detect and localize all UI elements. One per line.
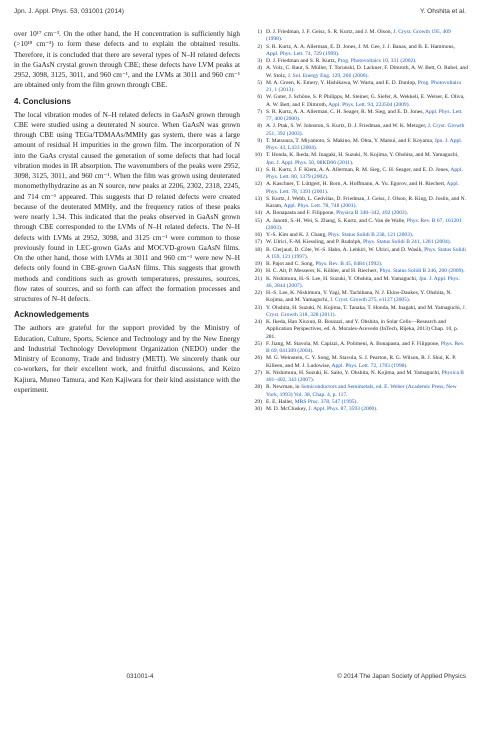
reference-authors: H.-S. Lee, K. Nishimura, Y. Yagi, M. Tachibana, N. J. Ekins-Daukes, Y. Ohshita, N. Kojima, and M. Yamaguchi,	[266, 290, 452, 304]
reference-item	[248, 319, 468, 341]
reference-link[interactable]: J. Appl. Phys. 87, 3593 (2000)	[308, 406, 377, 412]
reference-end: .	[351, 159, 354, 166]
reference-authors: D. J. Friedman, J. F. Geisz, S. R. Kurtz, and J. M. Olson,	[266, 29, 394, 35]
reference-number: 28)	[254, 384, 262, 391]
reference-number: 12)	[254, 181, 262, 188]
reference-authors: D. J. Friedman and S. R. Kurtz,	[266, 58, 338, 64]
reference-number: 29)	[254, 398, 262, 405]
reference-authors: T. Honda, K. Ikeda, M. Inagaki, H. Suzuki, N. Kojima, Y. Ohshita, and M. Yamaguchi,	[266, 152, 459, 159]
reference-link[interactable]: Appl. Phys. Lett. 74, 729 (1999)	[266, 50, 338, 57]
reference-end: .	[380, 261, 383, 267]
reference-end: .	[301, 130, 303, 137]
reference-number: 17)	[254, 239, 262, 246]
reference-authors: M. D. McCluskey,	[266, 406, 309, 412]
reference-link[interactable]: Prog. Photovoltaics 21, 1 (2013)	[266, 79, 462, 93]
reference-number: 27)	[254, 369, 262, 376]
reference-end: .	[280, 224, 283, 231]
reference-end: .	[355, 203, 357, 209]
reference-end: .	[315, 145, 318, 151]
reference-item	[248, 44, 468, 59]
reference-authors: B. Clerjaud, D. Côte, W.-S. Hahn, A. Lebkiri, W. Ulrici, and D. Wasik,	[266, 246, 425, 253]
reference-item	[248, 181, 468, 196]
reference-number: 19)	[254, 261, 262, 267]
reference-link[interactable]: Jpn. J. Appl. Phys. 46, 2844 (2007)	[266, 275, 460, 289]
reference-number: 4)	[257, 65, 262, 72]
reference-end: .	[301, 282, 303, 289]
reference-end: .	[356, 398, 358, 405]
acknowledgements-paragraph: The authors are grateful for the support provided by the Ministry of Education, Culture, Sports, Science and Technology and by the New Energy and Industrial Technology Development Organization (NEDO) under the Ministry of Economy, Trade and Industry (METI). We sincerely thank our co-workers, for their excellent work, and fruitful discussions, and Keizo Kajiura, Muneo Tamura, and Ken Kajiwara for their kind assistance with the experiment.	[14, 324, 240, 394]
reference-end: .	[406, 210, 408, 217]
reference-number: 26)	[254, 355, 262, 362]
reference-end: .	[367, 72, 369, 79]
reference-number: 9)	[257, 137, 262, 144]
reference-end: .	[463, 268, 465, 275]
reference-item	[248, 109, 468, 124]
reference-item	[248, 239, 468, 246]
copyright: © 2014 The Japan Society of Applied Physics	[337, 673, 466, 680]
references-column	[248, 29, 468, 413]
reference-item	[248, 399, 468, 406]
reference-end: .	[376, 406, 378, 412]
reference-link[interactable]: Phys. Rev. B 67, 161201 (2003)	[266, 217, 462, 231]
reference-item	[248, 341, 468, 356]
reference-number: 15)	[254, 217, 262, 224]
reference-link[interactable]: J. Cryst. Growth 251, 392 (2003)	[266, 123, 465, 137]
reference-number: 16)	[254, 232, 262, 238]
reference-link[interactable]: Phys. Status Solidi A 159, 121 (1997)	[266, 246, 466, 260]
reference-link[interactable]: Appl. Phys. Lett. 72, 1703 (1998)	[331, 362, 407, 369]
reference-item	[248, 218, 468, 233]
reference-link[interactable]: Physica B 340–342, 492 (2003)	[336, 210, 407, 217]
header-authors: Y. Ohshita et al.	[419, 8, 466, 15]
reference-end: .	[408, 297, 411, 304]
reference-link[interactable]: Prog. Photovoltaics 10, 331 (2002)	[337, 58, 416, 64]
reference-authors: F. Jiang, M. Stavola, M. Capizzi, A. Polimeni, A. Bonapasta, and F. Filippone,	[266, 340, 441, 347]
reference-number: 5)	[257, 79, 262, 86]
reference-item	[248, 167, 468, 182]
reference-number: 25)	[254, 340, 262, 347]
reference-authors: E. E. Haller,	[266, 398, 295, 405]
reference-authors: W. Ulrici, F.-M. Kiessling, and P. Rudolph,	[266, 239, 364, 246]
reference-item	[248, 123, 468, 138]
acknowledgements-heading: Acknowledgements	[14, 310, 90, 320]
reference-link[interactable]: J. Cryst. Growth 275, e1127 (2005)	[330, 297, 409, 304]
reference-number: 10)	[254, 152, 262, 159]
left-column	[14, 29, 240, 395]
reference-item	[248, 370, 468, 385]
reference-authors: W. Guter, J. Schöne, S. P. Philipps, M. Steiner, G. Siefer, A. Wekkeli, E. Welser, E. Oliva, A. W. Bett, and F. Dimroth,	[266, 94, 465, 108]
reference-item	[248, 305, 468, 320]
reference-number: 2)	[257, 43, 262, 50]
reference-item	[248, 210, 468, 217]
reference-number: 6)	[257, 94, 262, 101]
page-footer	[14, 673, 466, 685]
reference-link[interactable]: Appl. Phys. Lett. 78, 1391 (2001)	[266, 181, 460, 195]
reference-authors: K. Nishimura, H.-S. Lee, H. Suzuki, Y. Ohshita, and M. Yamaguchi,	[266, 275, 419, 282]
reference-item	[248, 65, 468, 80]
reference-item	[248, 80, 468, 95]
reference-number: 7)	[257, 108, 262, 115]
reference-number: 22)	[254, 290, 262, 296]
reference-link[interactable]: Appl. Phys. Lett. 78, 748 (2001)	[283, 203, 356, 209]
reference-link[interactable]: Semiconductors and Semimetals, ed. E. Weber (Academic Press, New York, 1993) Vol. 38, Chap. 4, p. 117	[266, 384, 457, 398]
journal-citation: Jpn. J. Appl. Phys. 53, 031001 (2014)	[14, 8, 124, 15]
reference-item	[248, 276, 468, 291]
reference-authors: H. C. Alt, P. Messerer, K. Köhler, and H. Riechert,	[266, 268, 380, 275]
reference-authors: M. A. Green, K. Emery, Y. Hishikawa, W. Warta, and E. D. Dunlop,	[266, 79, 418, 86]
reference-end: .	[408, 101, 410, 108]
reference-number: 20)	[254, 268, 262, 275]
reference-item	[248, 94, 468, 109]
reference-end: .	[326, 174, 329, 180]
reference-authors: A. Janotti, S.-H. Wei, S. Zhang, S. Kurtz, and C. Van de Walle,	[266, 217, 407, 224]
reference-end: .	[415, 58, 417, 64]
reference-end: .	[293, 87, 295, 93]
reference-number: 8)	[257, 123, 262, 130]
reference-authors: A. Volz, C. Baur, S. Müller, T. Torunski, D. Lackner, F. Dimroth, A. W. Bett, O. Rubel, and W. Stolz,	[266, 65, 468, 79]
reference-authors: S. R. Kurtz, J. F. Klem, A. A. Allerman, R. M. Sieg, C. H. Seager, and E. D. Jones,	[266, 166, 451, 173]
reference-link[interactable]: MRS Proc. 378, 547 (1995)	[294, 398, 357, 405]
reference-end: .	[449, 239, 452, 246]
reference-item	[248, 247, 468, 262]
reference-link[interactable]: Appl. Phys. Lett. 77, 400 (2000)	[266, 108, 463, 122]
reference-number: 1)	[257, 29, 262, 35]
reference-authors: K. Ikeda, Han Xiuxun, B. Bouzazi, and Y. Ohshita, in Solar Cells—Research and Application Perspectives, ed. A. Morales-Acevedo (InTech, Rijeka, 2013) Chap. 10, p. 281.	[266, 319, 459, 340]
reference-item	[248, 58, 468, 65]
reference-item	[248, 196, 468, 211]
reference-authors: A. Bonapasta and F. Filippone,	[266, 210, 337, 217]
reference-link[interactable]: J. Sol. Energy Eng. 129, 266 (2006)	[287, 72, 368, 79]
reference-authors: Y. Ohshita, H. Suzuki, N. Kojima, T. Tanaka, T. Honda, M. Inagaki, and M. Yamaguchi,	[266, 304, 463, 311]
reference-end: .	[337, 50, 340, 57]
reference-link[interactable]: Phys. Status Solidi B 238, 121 (2003)	[328, 232, 412, 238]
reference-end: .	[406, 362, 408, 369]
reference-link[interactable]: Phys. Rev. B 45, 6484 (1992)	[315, 261, 381, 267]
reference-item	[248, 29, 468, 44]
reference-link[interactable]: Physica B 401–402, 343 (2007)	[266, 369, 464, 383]
reference-link[interactable]: Appl. Phys. Lett. 80, 1379 (2002)	[266, 166, 463, 180]
reference-number: 11)	[254, 166, 262, 173]
reference-authors: M. G. Weinstein, C. Y. Song, M. Stavola, S. J. Pearton, R. G. Wilson, R. J. Shul, K. P. Killeen, and M. J. Ludowise,	[266, 355, 457, 369]
reference-item	[248, 355, 468, 370]
reference-authors: A. J. Ptak, S. W. Johnston, S. Kurtz, D. J. Friedman, and W. K. Metzger,	[266, 123, 428, 130]
conclusions-heading: 4. Conclusions	[14, 96, 71, 106]
reference-authors: R. Newman, in	[266, 384, 301, 391]
reference-end: .	[306, 253, 309, 260]
reference-link[interactable]: Phys. Status Solidi B 246, 200 (2009)	[379, 268, 464, 275]
reference-link[interactable]: Phys. Rev. B 69, 041309 (2004)	[266, 340, 465, 354]
reference-end: .	[326, 188, 329, 195]
reference-end: .	[280, 36, 283, 43]
reference-list	[248, 29, 468, 413]
reference-authors: B. Pajot and C. Song,	[266, 261, 316, 267]
reference-number: 13)	[254, 195, 262, 202]
reference-number: 30)	[254, 406, 262, 412]
conclusions-paragraph: The local vibration modes of N–H related defects in GaAsN grown through CBE were studied using a deuterated N source. When GaAsN was grown through CBE using TEGa/TDMAAs/MMHy gas system, there was a large amount of residual H impurities in the grown film. The incorporation of N into the GaAs crystal caused the generation of some defects that had local vibration modes in IR absorption. The wavenumbers of the peaks were 2952, 3098, 3125, 3011, and 960 cm⁻¹. When the film was grown using deuterated monomethylhydrazine as an N source, new peaks at 2206, 2302, 2318, 2245, and 714 cm⁻¹ appeared. This suggests that D related defects were created because of the deuterated MMHy, and the frequency ratios of these peaks were nearly 1.34. This indicated that the peaks observed in GaAsN grown through CBE corresponded to the LVMs of N–H related defects. The N–H defects with LVMs at 2952, 3098, and 3125 cm⁻¹ were common to those previously found in LEC-grown GaAs and MOCVD-grown GaAsN films. On the other hand, those with LVMs at 3011 and 960 cm⁻¹ were new N–H defects only found in CBE-grown GaAsN films. This suggests that growth methods and conditions such as growth temperatures, pressures, sources, flow rates of sources, and so forth can affect the formation processes and structures of N–H defects.	[14, 110, 240, 303]
reference-end: .	[411, 232, 414, 238]
reference-number: 21)	[254, 275, 262, 282]
reference-item	[248, 152, 468, 167]
reference-end: .	[312, 377, 315, 383]
reference-link[interactable]: Appl. Phys. Lett. 94, 223504 (2009)	[328, 101, 409, 108]
reference-link[interactable]: J. Cryst. Growth 195, 409 (1998)	[266, 29, 451, 43]
reference-link[interactable]: Phys. Status Solidi B 241, 1281 (2004)	[363, 239, 450, 246]
reference-authors: S. R. Kurtz, A. A. Allerman, E. D. Jones, J. M. Gee, J. J. Banas, and B. E. Hammons,	[266, 43, 455, 50]
reference-number: 24)	[254, 319, 262, 325]
reference-authors: S. Kurtz, J. Webb, L. Gedvilas, D. Friedman, J. Geisz, J. Olson, R. King, D. Joslin, and N. Karam,	[266, 195, 467, 209]
reference-link[interactable]: Jpn. J. Appl. Phys. 43, L433 (2004)	[266, 137, 463, 151]
results-paragraph: over 10¹⁷ cm⁻³. On the other hand, the H concentration is sufficiently high (>10¹⁸ cm⁻³) to form these defects and to explain the obtained results. Therefore, it is concluded that there are several types of N–H related defects in the GaAsN crystal grown through CBE; these defects have LVM peaks at 2952, 3098, 3125, 3011, and 960 cm⁻¹, and the LVMs at 3011 and 960 cm⁻¹ are obtained only from the film grown through CBE.	[14, 30, 240, 90]
reference-end: .	[334, 311, 336, 318]
reference-item	[248, 384, 468, 399]
reference-link[interactable]: J. Cryst. Growth 318, 328 (2011)	[266, 304, 467, 318]
reference-number: 18)	[254, 246, 262, 253]
reference-number: 23)	[254, 304, 262, 311]
reference-number: 14)	[254, 210, 262, 217]
reference-end: .	[312, 348, 314, 354]
reference-authors: A. Kaschner, T. Lüttgert, H. Born, A. Hoffmann, A. Yu. Egorov, and H. Riechert,	[266, 181, 447, 188]
reference-link[interactable]: Jpn. J. Appl. Phys. 50, 08KD06 (2011)	[266, 159, 352, 166]
reference-item	[248, 290, 468, 305]
reference-authors: K. Nishimura, H. Suzuki, K. Saito, Y. Ohshita, N. Kojima, and M. Yamaguchi,	[266, 369, 442, 376]
reference-item	[248, 138, 468, 153]
reference-item	[248, 268, 468, 275]
reference-end: .	[346, 391, 348, 398]
page-number: 031001-4	[126, 673, 154, 680]
reference-end: .	[298, 116, 301, 122]
reference-authors: Y.-S. Kim and K. J. Chang,	[266, 232, 328, 238]
reference-number: 3)	[257, 58, 262, 64]
running-header	[14, 8, 466, 20]
reference-authors: S. R. Kurtz, A. A. Allerman, C. H. Seager, R. M. Sieg, and E. D. Jones,	[266, 108, 425, 115]
reference-item	[248, 406, 468, 413]
reference-authors: T. Matsuura, T. Miyamoto, S. Makino, M. Ohta, Y. Matsui, and F. Koyama,	[266, 137, 435, 144]
